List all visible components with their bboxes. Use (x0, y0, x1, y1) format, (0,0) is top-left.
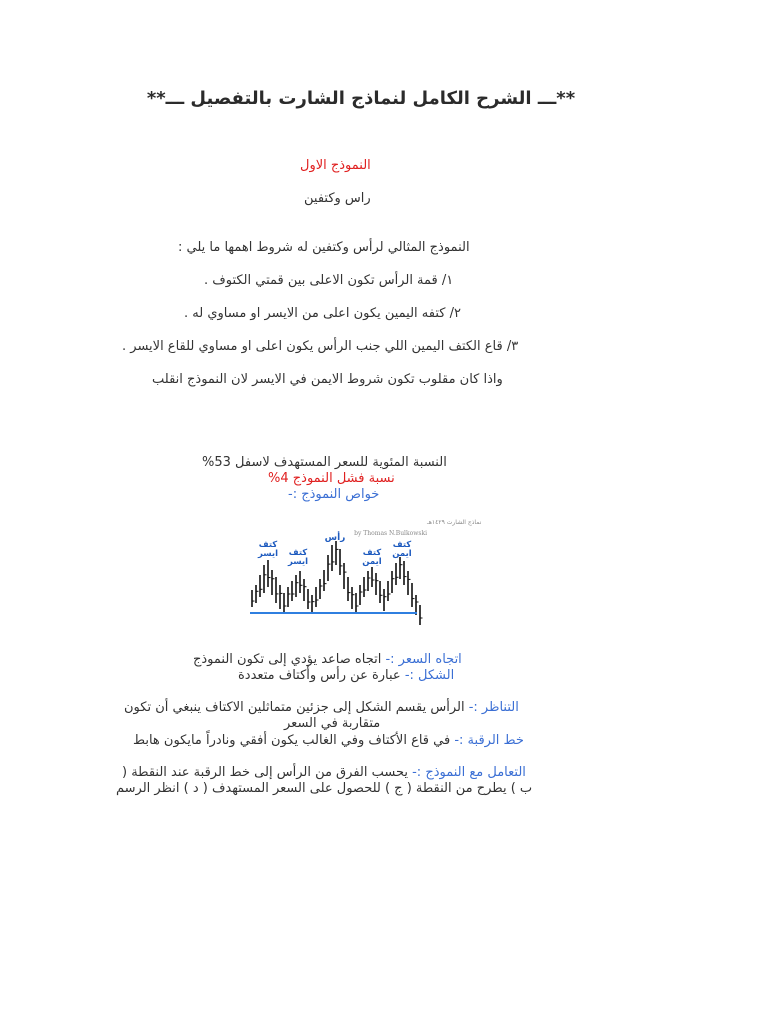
detail-handling-cont: ب ) يطرح من النقطة ( ج ) للحصول على السعر المستهدف ( د ) انظر الرسم (116, 781, 533, 796)
condition-3: ٣/ قاع الكتف اليمين اللي جنب الرأس يكون اعلى او مساوي للقاع الايسر . (122, 339, 519, 354)
figure-byline: by Thomas N.Bulkowski (354, 530, 427, 537)
label-right-shoulder-inner: كتف ايمن (362, 548, 382, 567)
label-left-shoulder-inner: كتف ايسر (287, 548, 309, 567)
detail-handling (122, 765, 526, 781)
detail-handling-text: يحسب الفرق من الرأس إلى خط الرقبة عند النقطة ( (122, 765, 413, 780)
detail-symmetry-key: التناظر :- (468, 700, 519, 715)
properties-heading: خواص النموذج :- (288, 487, 380, 502)
figure-header: نماذج الشارت ١٤٢٩هـ (427, 519, 482, 526)
inverted-note: واذا كان مقلوب تكون شروط الايمن في الايسر لان النموذج انقلب (152, 372, 503, 387)
model-name: راس وكتفين (304, 191, 371, 206)
head-and-shoulders-illustration (245, 515, 482, 630)
label-head: رأس (324, 533, 346, 543)
detail-handling-key: التعامل مع النموذج :- (412, 765, 526, 780)
detail-shape-key: الشكل :- (404, 668, 455, 683)
detail-trend (193, 652, 462, 668)
detail-neckline-text: في قاع الأكتاف وفي الغالب يكون أفقي ونادراً مايكون هابط (133, 733, 455, 748)
page-title: **ـــ الشرح الكامل لنماذج الشارت بالتفصيل ـــ** (146, 88, 576, 109)
condition-1: ١/ قمة الرأس تكون الاعلى بين قمتي الكتوف . (204, 273, 454, 288)
detail-trend-key: اتجاه السعر :- (385, 652, 462, 667)
label-right-shoulder-outer: كتف ايمن (392, 540, 412, 559)
detail-neckline (133, 733, 524, 749)
condition-2: ٢/ كتفه اليمين يكون اعلى من الايسر او مساوي له . (184, 306, 461, 321)
target-percentage: النسبة المئوية للسعر المستهدف لاسفل 53% (202, 455, 447, 470)
detail-shape (238, 668, 454, 684)
detail-trend-text: اتجاه صاعد يؤدي إلى تكون النموذج (193, 652, 386, 667)
detail-symmetry (124, 700, 519, 716)
detail-symmetry-text: الرأس يقسم الشكل إلى جزئين متماثلين الاكتاف ينبغي أن تكون (124, 700, 469, 715)
label-left-shoulder-outer: كتف ايسر (257, 540, 279, 559)
detail-symmetry-cont: متقاربة في السعر (284, 716, 381, 731)
failure-percentage: نسبة فشل النموذج 4% (268, 471, 395, 486)
conditions-intro: النموذج المثالي لرأس وكتفين له شروط اهمها ما يلي : (178, 240, 470, 255)
detail-shape-text: عبارة عن رأس وأكتاف متعددة (238, 668, 405, 683)
head-and-shoulders-figure (245, 515, 482, 630)
detail-neckline-key: خط الرقبة :- (454, 733, 524, 748)
model-heading: النموذج الاول (300, 158, 371, 173)
